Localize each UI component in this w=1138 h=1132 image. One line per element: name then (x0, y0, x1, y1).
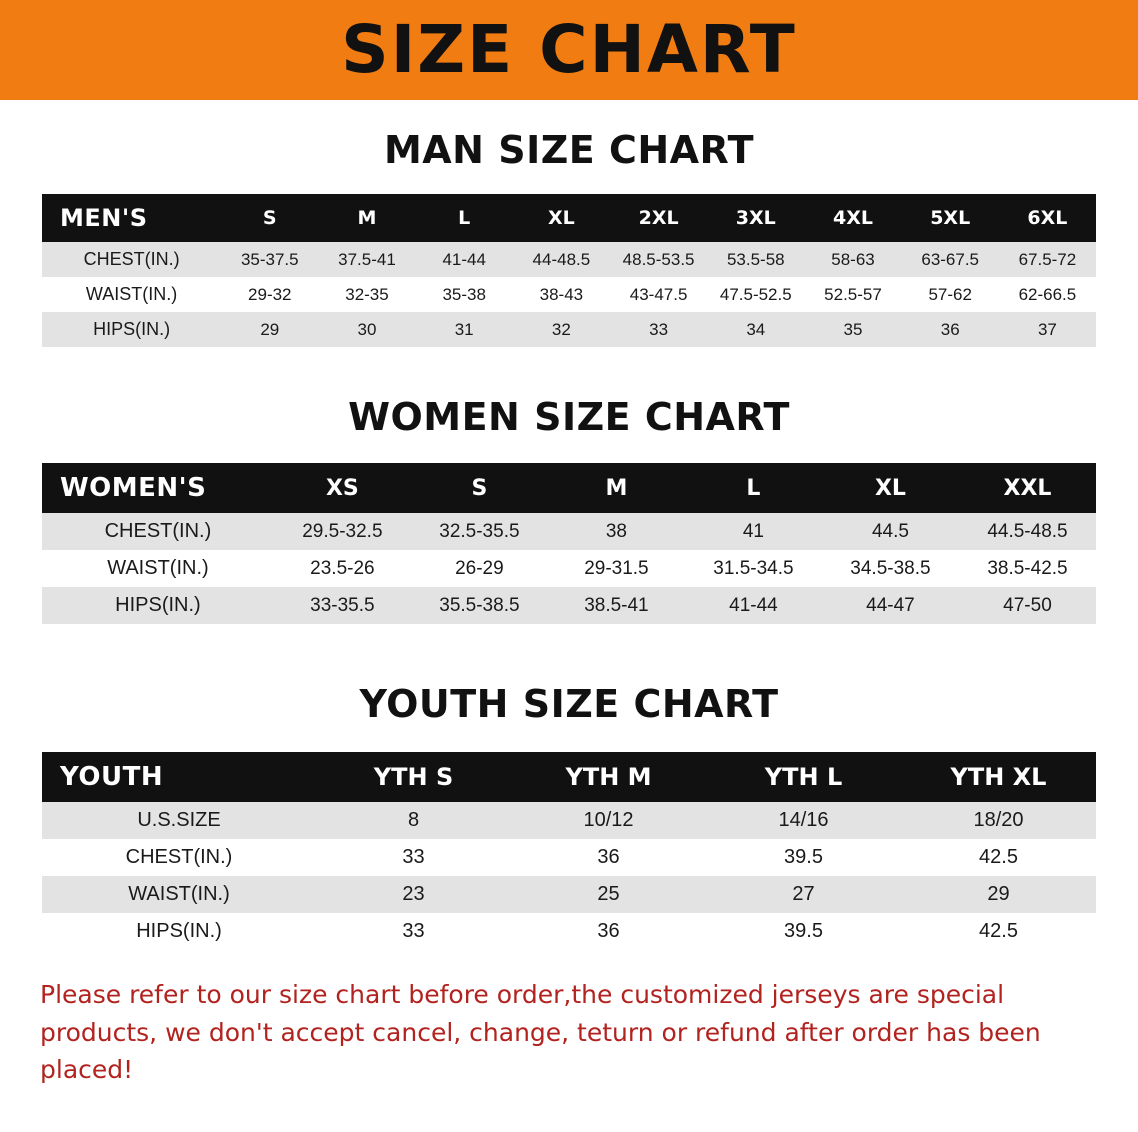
table-cell: 43-47.5 (629, 284, 688, 304)
man-row-label-waist: WAIST(IN.) (85, 284, 178, 304)
table-cell: 67.5-72 (1018, 249, 1077, 269)
women-row-label-hips: HIPS(IN.) (115, 594, 201, 616)
table-cell: 32-35 (345, 284, 389, 304)
table-cell: 26-29 (455, 557, 504, 579)
table-cell: 27 (792, 883, 815, 905)
table-cell: 47.5-52.5 (719, 284, 792, 304)
man-col-8: 6XL (999, 194, 1096, 242)
table-cell: 44-47 (866, 594, 915, 616)
disclaimer-note: Please refer to our size chart before order,the customized jerseys are special products, we don't accept cancel, change, teturn or refund after order has been placed! (40, 980, 1041, 1084)
table-cell: 38 (605, 520, 627, 542)
table-row (42, 876, 1096, 913)
youth-col-0: YTH S (316, 752, 511, 802)
table-cell: 36 (940, 319, 960, 339)
women-table-body (42, 513, 1096, 624)
table-cell: 63-67.5 (921, 249, 980, 269)
table-cell: 48.5-53.5 (622, 249, 695, 269)
women-col-1: S (411, 463, 548, 513)
man-col-7: 5XL (902, 194, 999, 242)
table-cell: 33 (649, 319, 669, 339)
table-cell: 32 (551, 319, 571, 339)
table-cell: 35 (843, 319, 863, 339)
table-cell: 42.5 (979, 846, 1018, 868)
man-table-header (42, 194, 1096, 242)
table-cell: 52.5-57 (824, 284, 882, 304)
youth-section-title: YOUTH SIZE CHART (359, 682, 779, 726)
man-col-3: XL (513, 194, 610, 242)
table-cell: 8 (407, 809, 420, 831)
table-cell: 37 (1037, 319, 1057, 339)
table-cell: 47-50 (1003, 594, 1052, 616)
women-size-table-wrap (42, 463, 1096, 624)
table-cell: 41-44 (729, 594, 778, 616)
table-row (42, 277, 1096, 312)
table-row (42, 839, 1096, 876)
table-cell: 23 (402, 883, 425, 905)
women-col-0: XS (274, 463, 411, 513)
man-col-4: 2XL (610, 194, 707, 242)
women-row-header-label: WOMEN'S (42, 463, 274, 513)
table-cell: 33 (402, 846, 425, 868)
table-header-row (42, 194, 1096, 242)
table-cell: 14/16 (778, 809, 829, 831)
table-cell: 38.5-41 (584, 594, 649, 616)
table-cell: 39.5 (784, 920, 823, 942)
table-header-row (42, 752, 1096, 802)
page-banner (0, 0, 1138, 100)
table-cell: 35-38 (442, 284, 486, 304)
youth-row-label-hips: HIPS(IN.) (136, 920, 222, 942)
man-col-5: 3XL (707, 194, 804, 242)
man-col-0: S (221, 194, 318, 242)
women-col-4: XL (822, 463, 959, 513)
women-table-header (42, 463, 1096, 513)
table-cell: 36 (597, 846, 620, 868)
youth-col-1: YTH M (511, 752, 706, 802)
man-size-table-wrap (42, 194, 1096, 347)
man-col-1: M (318, 194, 415, 242)
table-cell: 23.5-26 (310, 557, 375, 579)
table-cell: 37.5-41 (338, 249, 396, 269)
table-cell: 30 (357, 319, 377, 339)
man-col-2: L (416, 194, 513, 242)
table-cell: 62-66.5 (1018, 284, 1077, 304)
women-row-label-chest: CHEST(IN.) (104, 520, 212, 542)
youth-row-header-label: YOUTH (42, 752, 316, 802)
table-cell: 39.5 (784, 846, 823, 868)
table-cell: 29-31.5 (584, 557, 649, 579)
women-col-3: L (685, 463, 822, 513)
table-cell: 33 (402, 920, 425, 942)
youth-table-header (42, 752, 1096, 802)
table-cell: 25 (597, 883, 620, 905)
youth-col-2: YTH L (706, 752, 901, 802)
youth-size-table-wrap (42, 752, 1096, 950)
man-row-label-hips: HIPS(IN.) (93, 319, 171, 339)
table-cell: 41-44 (442, 249, 486, 269)
man-table-body (42, 242, 1096, 347)
table-cell: 42.5 (979, 920, 1018, 942)
youth-row-label-ussize: U.S.SIZE (137, 809, 221, 831)
youth-size-table (42, 752, 1096, 950)
table-cell: 57-62 (928, 284, 972, 304)
table-cell: 10/12 (583, 809, 634, 831)
table-cell: 35-37.5 (240, 249, 299, 269)
women-col-5: XXL (959, 463, 1096, 513)
man-col-6: 4XL (804, 194, 901, 242)
table-cell: 44.5-48.5 (987, 520, 1068, 542)
page-title: SIZE CHART (341, 11, 797, 88)
table-cell: 18/20 (973, 809, 1024, 831)
youth-row-label-chest: CHEST(IN.) (125, 846, 233, 868)
man-row-header-label: MEN'S (42, 194, 221, 242)
table-cell: 41 (742, 520, 764, 542)
table-cell: 34 (746, 319, 766, 339)
table-cell: 36 (597, 920, 620, 942)
table-row (42, 913, 1096, 950)
table-cell: 29 (260, 319, 280, 339)
table-header-row (42, 463, 1096, 513)
table-cell: 29.5-32.5 (302, 520, 383, 542)
table-cell: 38-43 (539, 284, 584, 304)
table-cell: 29-32 (248, 284, 292, 304)
table-cell: 35.5-38.5 (439, 594, 520, 616)
women-col-2: M (548, 463, 685, 513)
table-row (42, 550, 1096, 587)
table-row (42, 802, 1096, 839)
table-row (42, 513, 1096, 550)
table-cell: 29 (987, 883, 1010, 905)
table-cell: 31 (454, 319, 474, 339)
table-row (42, 242, 1096, 277)
table-row (42, 312, 1096, 347)
table-cell: 44-48.5 (532, 249, 591, 269)
youth-table-body (42, 802, 1096, 950)
man-section-title: MAN SIZE CHART (383, 128, 755, 172)
women-row-label-waist: WAIST(IN.) (107, 557, 209, 579)
table-cell: 34.5-38.5 (850, 557, 931, 579)
table-cell: 44.5 (871, 520, 909, 542)
table-row (42, 587, 1096, 624)
table-cell: 58-63 (831, 249, 875, 269)
table-cell: 38.5-42.5 (987, 557, 1068, 579)
table-cell: 33-35.5 (310, 594, 375, 616)
table-cell: 53.5-58 (726, 249, 785, 269)
table-cell: 32.5-35.5 (439, 520, 520, 542)
youth-col-3: YTH XL (901, 752, 1096, 802)
man-size-table (42, 194, 1096, 347)
youth-row-label-waist: WAIST(IN.) (128, 883, 230, 905)
table-cell: 31.5-34.5 (713, 557, 794, 579)
women-size-table (42, 463, 1096, 624)
women-section-title: WOMEN SIZE CHART (348, 395, 790, 439)
man-row-label-chest: CHEST(IN.) (83, 249, 180, 269)
